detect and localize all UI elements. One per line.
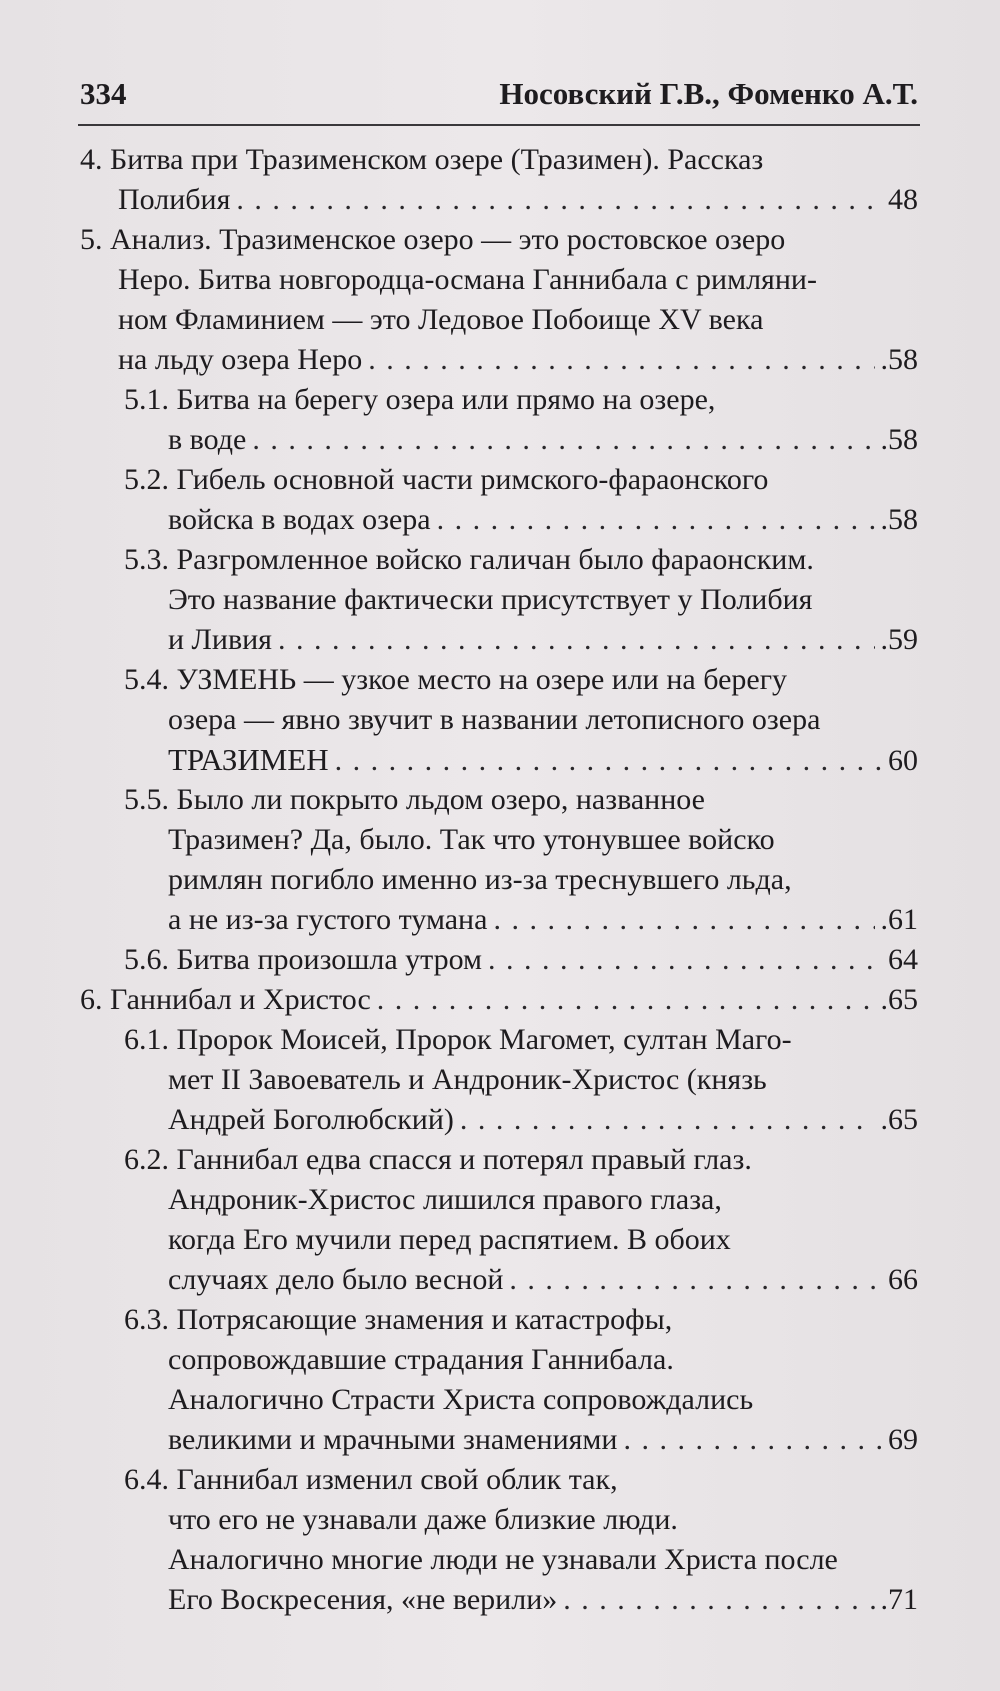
toc-entry-e5-4: [0, 660, 1000, 780]
toc-entry-e5-1: [0, 380, 1000, 460]
toc-entry-line: римлян погибло именно из-за треснувшего льда,: [168, 863, 792, 896]
toc-entry-line: мет II Завоеватель и Андроник-Христос (князь: [168, 1063, 767, 1096]
toc-entry-title-end: в воде: [168, 423, 247, 456]
toc-entry-line: Андроник-Христос лишился правого глаза,: [168, 1183, 722, 1216]
dot-leader: [335, 741, 882, 781]
toc-entry-line: 5.2. Гибель основной части римского-фараонского: [124, 463, 769, 496]
header-rule: [78, 124, 920, 126]
toc-entry-last-line: [80, 180, 918, 220]
toc-entry-line: Неро. Битва новгородца-османа Ганнибала с римляни-: [118, 263, 817, 296]
toc-entry-last-line: [124, 740, 918, 780]
toc-entry-title-end: великими и мрачными знамениями: [168, 1423, 618, 1456]
toc-page-number: .61: [880, 903, 918, 936]
toc-entry-last-line: [80, 340, 918, 380]
toc-entry-last-line: [124, 900, 918, 940]
dot-leader: [278, 620, 875, 660]
toc-page-number: .58: [880, 423, 918, 456]
toc-entry-e6-1: [0, 1020, 1000, 1140]
toc-entry-line: Тразимен? Да, было. Так что утонувшее войско: [168, 823, 775, 856]
toc-entry-e5-6: [0, 940, 1000, 980]
dot-leader: [493, 900, 874, 940]
toc-entry-e5-2: [0, 460, 1000, 540]
toc-page-number: 64: [888, 943, 918, 976]
running-header: [80, 70, 918, 120]
toc-entry-e6: [0, 980, 1000, 1020]
toc-entry-line: сопровождавшие страдания Ганнибала.: [168, 1343, 674, 1376]
toc-entry-e6-2: [0, 1140, 1000, 1300]
dot-leader: [252, 420, 874, 460]
dot-leader: [236, 180, 882, 220]
toc-entry-e4: [0, 140, 1000, 220]
running-title-authors: Носовский Г.В., Фоменко А.Т.: [499, 76, 918, 111]
toc-entry-line: озера — явно звучит в названии летописного озера: [168, 703, 821, 736]
toc-entry-title-end: 5.6. Битва произошла утром: [124, 943, 483, 976]
toc-entry-last-line: [124, 1420, 918, 1460]
toc-page-number: 48: [888, 183, 918, 216]
toc-entry-last-line: [124, 940, 918, 980]
toc-entry-line: 5.4. УЗМЕНЬ — узкое место на озере или на берегу: [124, 663, 788, 696]
toc-entry-line: 6.4. Ганнибал изменил свой облик так,: [124, 1463, 618, 1496]
toc-entry-line: 5.3. Разгромленное войско галичан было фараонским.: [124, 543, 814, 576]
toc-entry-last-line: [124, 620, 918, 660]
toc-entry-line: 5.5. Было ли покрыто льдом озеро, названное: [124, 783, 705, 816]
toc-page-number: .58: [880, 343, 918, 376]
toc-entry-line: 6.2. Ганнибал едва спасся и потерял правый глаз.: [124, 1143, 752, 1176]
toc-page-number: 66: [888, 1263, 918, 1296]
toc-entry-line: когда Его мучили перед распятием. В обоих: [168, 1223, 731, 1256]
table-of-contents: [0, 140, 1000, 1620]
toc-entry-line: 5. Анализ. Тразименское озеро — это ростовское озеро: [80, 223, 786, 256]
toc-entry-title-end: ТРАЗИМЕН: [168, 742, 329, 777]
toc-entry-title-end: случаях дело было весной: [168, 1263, 504, 1296]
toc-entry-e5: [0, 220, 1000, 380]
toc-entry-title-end: и Ливия: [168, 623, 272, 656]
dot-leader: [460, 1100, 875, 1140]
dot-leader: [368, 340, 874, 380]
toc-entry-line: 6.1. Пророк Моисей, Пророк Магомет, султан Маго-: [124, 1023, 792, 1056]
toc-entry-line: 5.1. Битва на берегу озера или прямо на озере,: [124, 383, 716, 416]
page-number: 334: [80, 76, 127, 111]
toc-entry-title-end: на льду озера Неро: [118, 343, 363, 376]
toc-entry-title-end: Андрей Боголюбский): [168, 1103, 454, 1136]
toc-entry-last-line: [124, 1260, 918, 1300]
toc-entry-e6-4: [0, 1460, 1000, 1620]
toc-entry-line: Аналогично Страсти Христа сопровождались: [168, 1383, 754, 1416]
toc-entry-line: 6.3. Потрясающие знамения и катастрофы,: [124, 1303, 673, 1336]
dot-leader: [563, 1580, 874, 1620]
toc-entry-title-end: Полибия: [118, 183, 231, 216]
toc-page-number: 60: [888, 744, 918, 777]
toc-entry-e6-3: [0, 1300, 1000, 1460]
toc-entry-last-line: [124, 1580, 918, 1620]
dot-leader: [488, 940, 882, 980]
dot-leader: [509, 1260, 882, 1300]
toc-page-number: .58: [880, 503, 918, 536]
toc-page-number: .65: [880, 1103, 918, 1136]
toc-entry-title-end: 6. Ганнибал и Христос: [80, 983, 371, 1016]
toc-page-number: 69: [888, 1423, 918, 1456]
toc-entry-last-line: [80, 980, 918, 1020]
toc-entry-title-end: войска в водах озера: [168, 503, 431, 536]
toc-entry-line: что его не узнавали даже близкие люди.: [168, 1503, 678, 1536]
dot-leader: [377, 980, 875, 1020]
toc-page-number: .59: [880, 623, 918, 656]
toc-page-number: .71: [880, 1583, 918, 1616]
toc-entry-line: Это название фактически присутствует у Полибия: [168, 583, 813, 616]
toc-entry-last-line: [124, 1100, 918, 1140]
toc-page-number: .65: [880, 983, 918, 1016]
toc-entry-e5-5: [0, 780, 1000, 940]
dot-leader: [623, 1420, 882, 1460]
toc-entry-title-end: а не из-за густого тумана: [168, 903, 488, 936]
dot-leader: [437, 500, 875, 540]
toc-entry-last-line: [124, 420, 918, 460]
toc-entry-e5-3: [0, 540, 1000, 660]
toc-entry-last-line: [124, 500, 918, 540]
toc-entry-line: Аналогично многие люди не узнавали Христа после: [168, 1543, 838, 1576]
toc-entry-line: ном Фламинием — это Ледовое Побоище XV века: [118, 303, 764, 336]
toc-entry-title-end: Его Воскресения, «не верили»: [168, 1583, 558, 1616]
toc-entry-line: 4. Битва при Тразименском озере (Тразимен). Рассказ: [80, 143, 764, 176]
